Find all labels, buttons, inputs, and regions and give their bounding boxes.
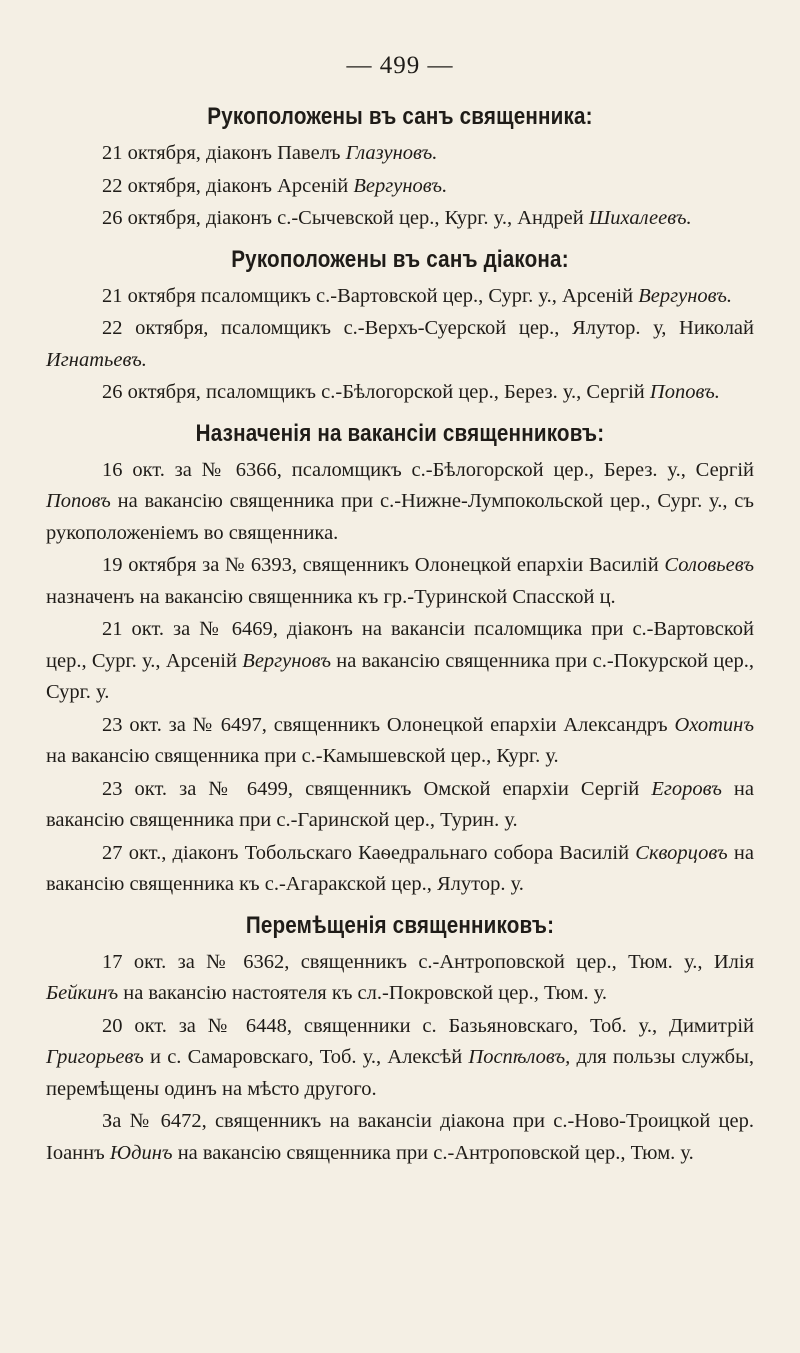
entry-paragraph: 21 октября, діаконъ Павелъ Глазуновъ. [102,142,438,164]
entry-paragraph: 26 октября, псаломщикъ с.-Бѣлогорской цер., Берез. у., Сергій Поповъ. [102,381,720,403]
section-heading-transfers: Перемѣщенія священниковъ: [245,911,555,939]
section-heading-ordained-priests: Рукоположены въ санъ священника: [207,103,593,130]
entry-paragraph: 26 октября, діаконъ с.-Сычевской цер., Кург. у., Андрей Шихалеевъ. [102,207,692,229]
entry-paragraph: За № 6472, священникъ на вакансіи діакона при с.-Ново-Троицкой цер. Іоаннъ Юдинъ на вакансію священника при с.-Антроповской цер., Тюм. у. [46,1110,754,1164]
entry-paragraph: 23 окт. за № 6499, священникъ Омской епархіи Сергій Егоровъ на вакансію священника при с.-Гаринской цер., Турин. у. [46,777,754,831]
entry-paragraph: 21 окт. за № 6469, діаконъ на вакансіи псаломщика при с.-Вартовской цер., Сург. у., Арсеній Вергуновъ на вакансію священника при с.-Покурской цер., Сург. у. [46,618,754,703]
page-number: — 499 — [346,52,454,79]
entry-paragraph: 17 окт. за № 6362, священникъ с.-Антроповской цер., Тюм. у., Илія Бейкинъ на вакансію настоятеля къ сл.-Покровской цер., Тюм. у. [46,950,754,1004]
entry-paragraph: 22 октября, псаломщикъ с.-Верхъ-Суерской цер., Ялутор. у, Николай Игнатьевъ. [46,317,754,371]
entry-paragraph: 22 октября, діаконъ Арсеній Вергуновъ. [102,174,448,197]
entry-paragraph: 21 октября псаломщикъ с.-Вартовской цер., Сург. у., Арсеній Вергуновъ. [102,284,733,307]
section-heading-ordained-deacons: Рукоположены въ санъ діакона: [231,245,569,273]
entry-paragraph: 19 октября за № 6393, священникъ Олонецкой епархіи Василій Соловьевъ назначенъ на вакансію священника къ гр.-Туринской Спасской ц. [46,554,754,608]
entry-paragraph: 23 окт. за № 6497, священникъ Олонецкой епархіи Александръ Охотинъ на вакансію священника при с.-Камышевской цер., Кург. у. [46,713,754,767]
entry-paragraph: 20 окт. за № 6448, священники с. Базьяновскаго, Тоб. у., Димитрій Григорьевъ и с. Самаровскаго, Тоб. у., Алексѣй Поспѣловъ, для пользы службы, перемѣщены одинъ на мѣсто другого. [46,1014,754,1100]
entry-paragraph: 27 окт., діаконъ Тобольскаго Каѳедральнаго собора Василій Скворцовъ на вакансію священника къ с.-Агаракской цер., Ялутор. у. [46,841,754,895]
entry-paragraph: 16 окт. за № 6366, псаломщикъ с.-Бѣлогорской цер., Берез. у., Сергій Поповъ на вакансію священника при с.-Нижне-Лумпокольской цер., Сург. у., съ рукоположеніемъ во священника. [46,458,754,544]
section-heading-appointments: Назначенія на вакансіи священниковъ: [195,419,605,447]
